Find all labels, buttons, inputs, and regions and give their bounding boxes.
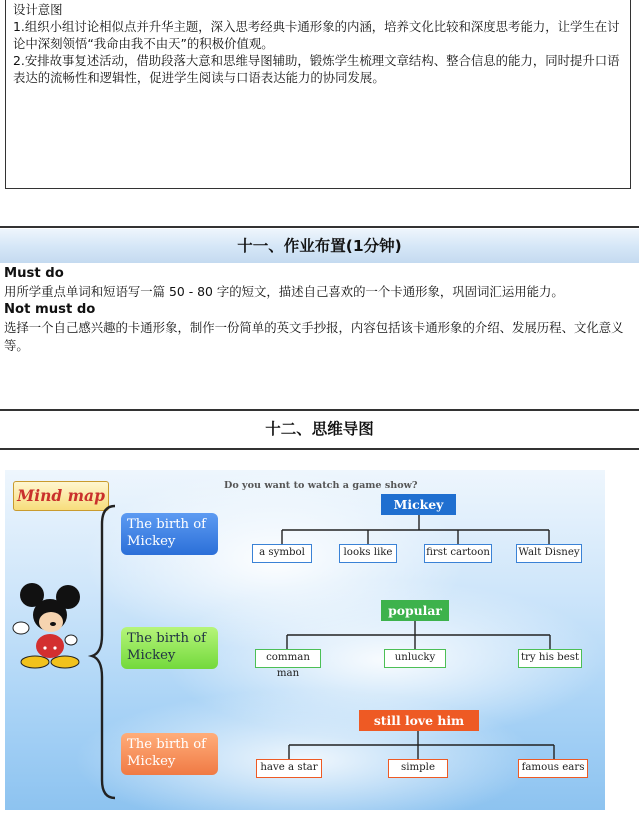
node-mickey: Mickey [381,494,456,515]
leaf-node: looks like [339,544,397,563]
branch-label-3: The birth of Mickey [121,733,218,775]
leaf-node: famous ears [518,759,588,778]
leaf-node: have a star [256,759,322,778]
leaf-node: try his best [518,649,582,668]
mickey-mouse-icon [13,583,80,668]
brace-icon [92,506,115,798]
not-must-do-heading: Not must do [4,302,96,317]
must-do-text: 用所学重点单词和短语写一篇 50 - 80 字的短文，描述自己喜欢的一个卡通形象，巩固词汇运用能力。 [4,284,564,299]
divider [0,409,639,411]
homework-section [4,265,636,355]
mind-map-image [5,470,605,810]
section-11-banner: 十一、作业布置(1分钟) [0,229,639,263]
must-do-heading: Must do [4,266,64,281]
node-popular: popular [381,600,449,621]
leaf-node: Walt Disney [516,544,582,563]
design-intent-item-1: 1.组织小组讨论相似点并升华主题，深入思考经典卡通形象的内涵，培养文化比较和深度思考能力，让学生在讨论中深刻领悟“我命由我不由天”的积极价值观。 [13,19,620,51]
leaf-node: a symbol [252,544,312,563]
design-intent-box [5,0,631,189]
leaf-node: comman man [255,649,321,668]
not-must-do-text: 选择一个自己感兴趣的卡通形象，制作一份简单的英文手抄报，内容包括该卡通形象的介绍、发展历程、文化意义等。 [4,320,624,353]
leaf-node: first cartoon [424,544,492,563]
leaf-node: simple [388,759,448,778]
divider [0,226,639,228]
design-intent-title: 设计意图 [13,2,63,17]
mind-map-label: Mind map [13,481,109,511]
mind-map-question: Do you want to watch a game show? [224,480,418,491]
section-12-banner: 十二、思维导图 [0,412,639,446]
leaf-node: unlucky [384,649,446,668]
branch-label-2: The birth of Mickey [121,627,218,669]
design-intent-item-2: 2.安排故事复述活动，借助段落大意和思维导图辅助，锻炼学生梳理文章结构、整合信息的能力，同时提升口语表达的流畅性和逻辑性，促进学生阅读与口语表达能力的协同发展。 [13,53,620,85]
node-still-love-him: still love him [359,710,479,731]
branch-label-1: The birth of Mickey [121,513,218,555]
divider [0,448,639,450]
